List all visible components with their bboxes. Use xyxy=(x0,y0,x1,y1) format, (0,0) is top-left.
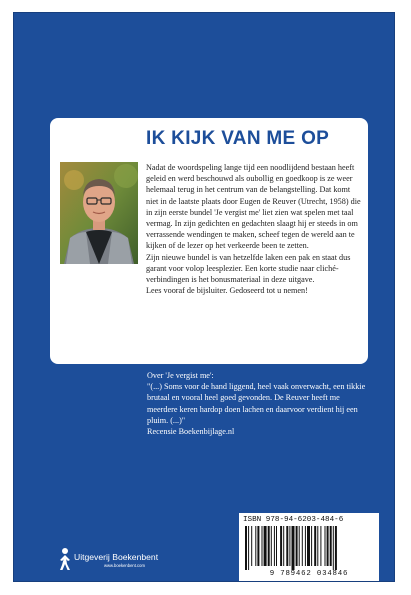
review-quote xyxy=(147,370,367,437)
review-source: Recensie Boekenbijlage.nl xyxy=(147,427,235,437)
isbn-barcode xyxy=(239,513,379,581)
barcode-icon xyxy=(243,526,375,570)
book-title: IK KIJK VAN ME OP xyxy=(146,128,330,149)
publisher-name: Uitgeverij Boekenbent xyxy=(74,552,159,562)
blurb-paragraph: Lees vooraf de bijsluiter. Gedoseerd tot u nemen! xyxy=(146,286,308,296)
publisher-figure-icon xyxy=(57,547,73,571)
publisher-url: www.boekenbent.com xyxy=(104,563,145,568)
review-text: "(...) Soms voor de hand liggend, heel vaak onverwacht, een tikkie brutaal en vooral heel goed gevonden. De Reuver heeft me meerdere keren hardop doen lachen en daarvoor verdient hij een pluim. (...)" xyxy=(147,382,366,425)
book-back-cover xyxy=(13,12,395,582)
author-photo-illustration xyxy=(60,162,138,264)
isbn-label: ISBN 978-94-6203-484-6 xyxy=(243,516,344,524)
publisher-logo xyxy=(57,547,187,571)
book-blurb xyxy=(146,162,362,296)
content-panel xyxy=(50,118,368,364)
blurb-paragraph: Nadat de woordspeling lange tijd een noodlijdend bestaan heeft geleid en werd beschouwd als oubollig en goedkoop is ze weer helemaal terug in het centrum van de belangstelling. Dat komt niet in de laatste plaats door Eugen de Reuver (Utrecht, 1958) die in zijn eerste bundel 'Je vergist me' liet zien wat spelen met taal vermag. In zijn gedichten en gedachten slaagt hij er steeds in om verrassende wendingen te maken, scheef tegen de wereld aan te kijken of de lezer op het verkeerde been te zetten. xyxy=(146,163,361,251)
barcode-digits: 9 789462 034846 xyxy=(269,570,349,578)
blurb-paragraph: Zijn nieuwe bundel is van hetzelfde laken een pak en staat dus garant voor volop leesplezier. Een korte studie naar cliché-verbindingen is het bonusmateriaal in deze uitgave. xyxy=(146,252,351,285)
author-portrait-icon xyxy=(60,162,138,264)
review-heading: Over 'Je vergist me': xyxy=(147,371,214,380)
